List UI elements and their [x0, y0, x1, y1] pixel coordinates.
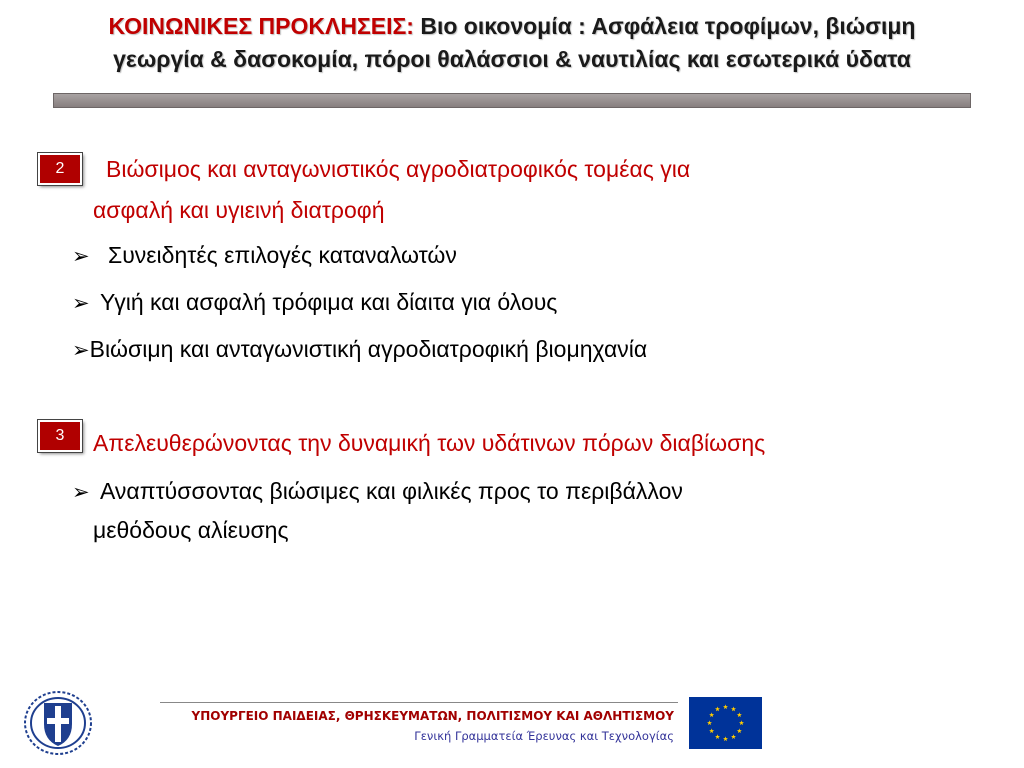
arrow-bullet-icon: ➢: [72, 481, 90, 504]
section-number-badge: 3: [38, 420, 82, 452]
section-heading-line-1: Απελευθερώνοντας την δυναμική των υδάτινων πόρων διαβίωσης: [93, 430, 766, 456]
title-line-2: γεωργία & δασοκομία, πόροι θαλάσσιοι & ναυτιλίας και εσωτερικά ύδατα: [113, 46, 911, 72]
section-heading-line-2: ασφαλή και υγιεινή διατροφή: [93, 197, 385, 223]
bullet-item: [72, 287, 557, 319]
arrow-bullet-icon: ➢: [72, 292, 90, 315]
secretariat-name: Γενική Γραμματεία Έρευνας και Τεχνολογίας: [414, 729, 674, 743]
slide-title: [0, 10, 1024, 76]
ministry-name: ΥΠΟΥΡΓΕΙΟ ΠΑΙΔΕΙΑΣ, ΘΡΗΣΚΕΥΜΑΤΩΝ, ΠΟΛΙΤΙΣΜΟΥ ΚΑΙ ΑΘΛΗΤΙΣΜΟΥ: [191, 709, 674, 723]
bullet-text: Αναπτύσσοντας βιώσιμες και φιλικές προς το περιβάλλον: [100, 478, 683, 504]
eu-flag-icon: [689, 697, 762, 749]
title-line-1: [0, 10, 1024, 43]
section-heading-line-1: Βιώσιμος και ανταγωνιστικός αγροδιατροφικός τομέας για: [106, 156, 691, 182]
section-number-badge: 2: [38, 153, 82, 185]
bullet-item: [72, 240, 457, 272]
bullet-item: [72, 334, 647, 366]
title-prefix: ΚΟΙΝΩΝΙΚΕΣ ΠΡΟΚΛΗΣΕΙΣ:: [108, 13, 414, 39]
footer-divider: [160, 702, 678, 703]
arrow-bullet-icon: ➢: [72, 245, 90, 268]
bullet-item: [72, 476, 683, 508]
title-rest: Βιο οικονομία : Ασφάλεια τροφίμων, βιώσιμη: [413, 13, 916, 39]
title-underline-bar: [53, 93, 971, 108]
arrow-bullet-icon: ➢: [72, 339, 90, 362]
greek-state-emblem-icon: [22, 688, 94, 758]
bullet-text-continuation: μεθόδους αλίευσης: [93, 517, 289, 543]
bullet-text: Συνειδητές επιλογές καταναλωτών: [108, 242, 457, 268]
bullet-text: Υγιή και ασφαλή τρόφιμα και δίαιτα για όλους: [100, 289, 558, 315]
bullet-text: Βιώσιμη και ανταγωνιστική αγροδιατροφική βιομηχανία: [89, 336, 648, 362]
